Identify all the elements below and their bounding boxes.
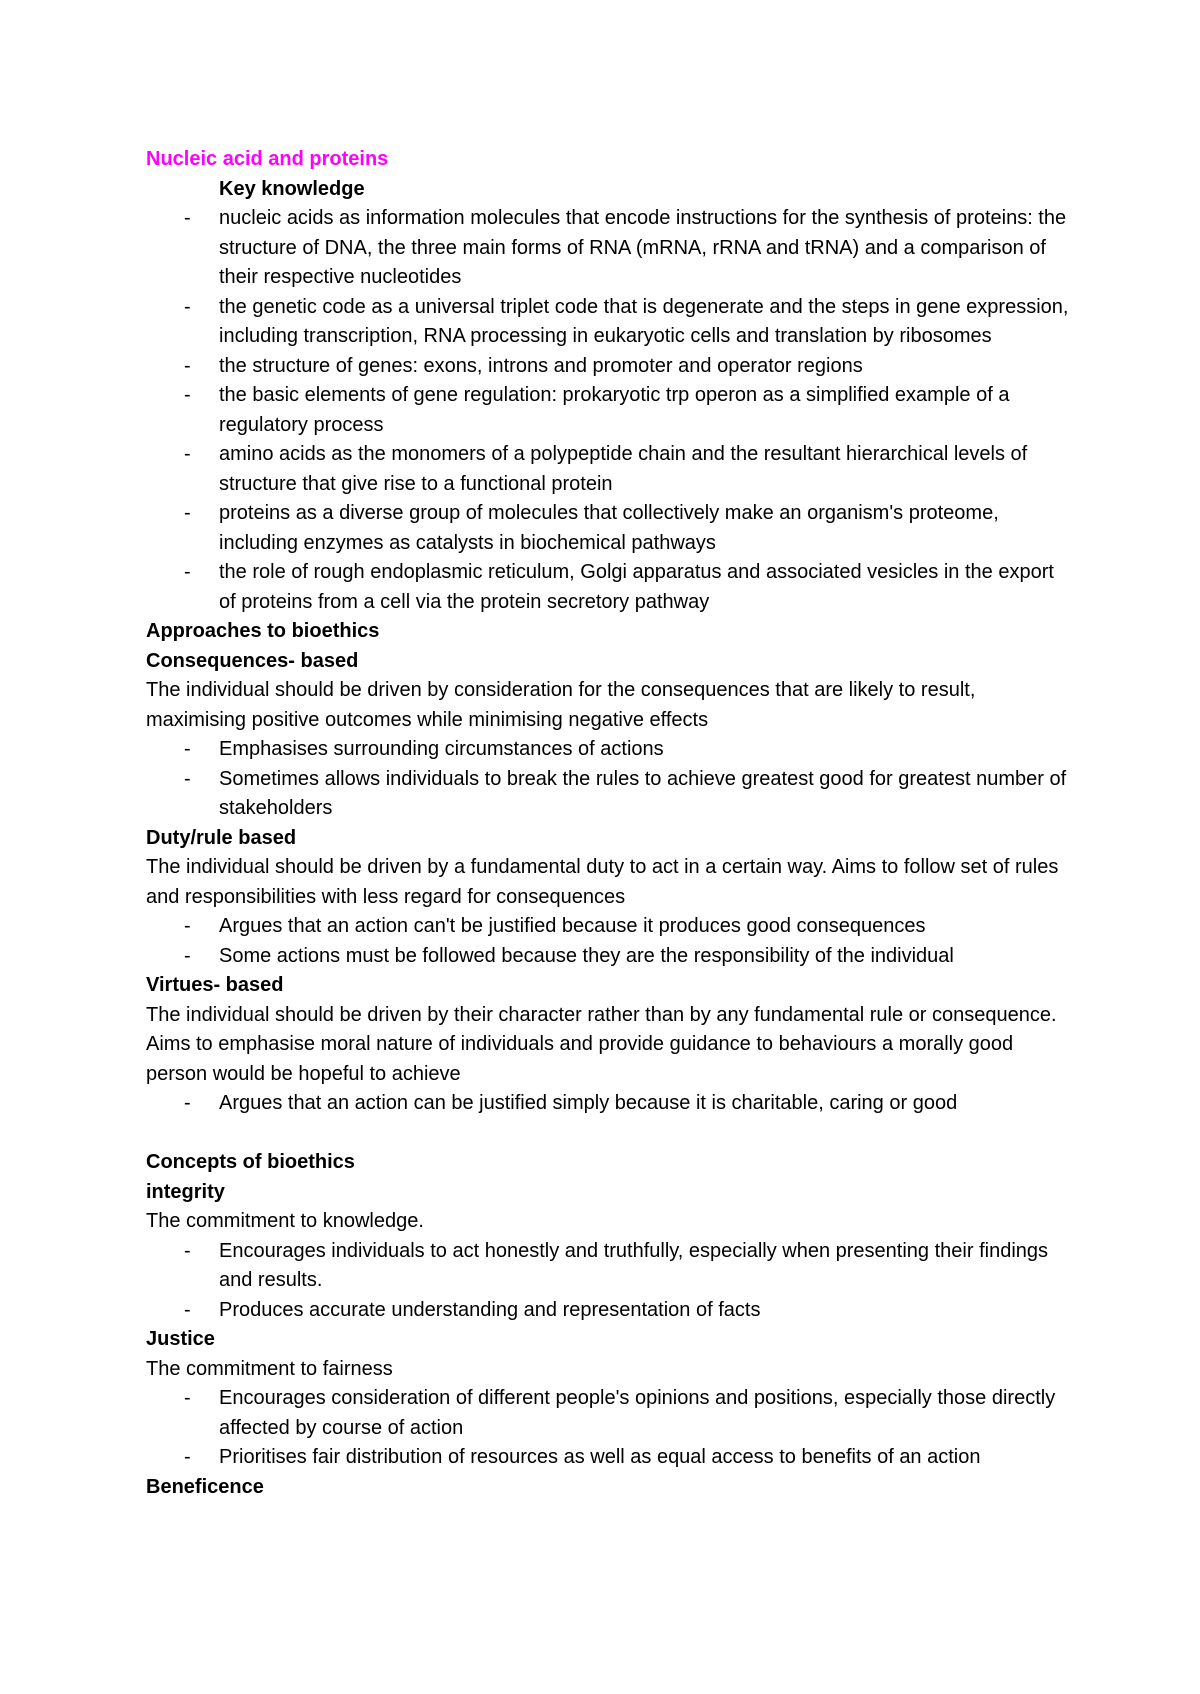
dash-bullet: - — [184, 767, 191, 790]
paragraph-duty: The individual should be driven by a fundamental duty to act in a certain way. Aims to follow set of rules and responsibilities with less regard for consequences — [146, 856, 1059, 908]
list-item-text: Argues that an action can't be justified because it produces good consequences — [219, 915, 926, 937]
blank-line — [146, 1119, 1076, 1149]
dash-bullet: - — [184, 1298, 191, 1321]
list-item-text: the structure of genes: exons, introns and promoter and operator regions — [219, 354, 863, 377]
justice-list — [146, 1384, 1076, 1473]
dash-bullet: - — [184, 443, 191, 465]
list-item — [146, 293, 1076, 352]
subheading-duty: Duty/rule based — [146, 826, 297, 849]
subheading-justice: Justice — [146, 1328, 215, 1350]
list-item — [146, 765, 1076, 824]
document-title: Nucleic acid and proteins — [146, 148, 389, 170]
list-item-text: Sometimes allows individuals to break the rules to achieve greatest good for greatest number of stakeholders — [219, 767, 1067, 819]
list-item-text: the basic elements of gene regulation: prokaryotic trp operon as a simplified example of a regulatory process — [219, 384, 1010, 436]
list-item-text: Argues that an action can be justified simply because it is charitable, caring or good — [219, 1092, 958, 1114]
dash-bullet: - — [184, 1446, 191, 1468]
list-item — [146, 1384, 1076, 1443]
dash-bullet: - — [184, 207, 191, 229]
list-item-text: nucleic acids as information molecules that encode instructions for the synthesis of proteins: the structure of DNA, the three main forms of RNA (mRNA, rRNA and tRNA) and a comparison of their respective nucleotides — [219, 207, 1067, 288]
paragraph-justice: The commitment to fairness — [146, 1357, 393, 1380]
dash-bullet: - — [184, 502, 191, 524]
section-heading-approaches: Approaches to bioethics — [146, 620, 380, 642]
dash-bullet: - — [184, 384, 191, 406]
dash-bullet: - — [184, 561, 191, 583]
subheading-virtues: Virtues- based — [146, 974, 284, 996]
key-knowledge-heading: Key knowledge — [219, 177, 365, 200]
dash-bullet: - — [184, 915, 191, 937]
dash-bullet: - — [184, 944, 191, 967]
list-item-text: Emphasises surrounding circumstances of actions — [219, 738, 664, 760]
subheading-beneficence: Beneficence — [146, 1475, 264, 1498]
list-item — [146, 440, 1076, 499]
dash-bullet: - — [184, 1239, 191, 1262]
list-item-text: Some actions must be followed because they are the responsibility of the individual — [219, 944, 954, 967]
list-item-text: Encourages individuals to act honestly and truthfully, especially when presenting their findings and results. — [219, 1239, 1049, 1291]
document-body — [146, 145, 1076, 1502]
dash-bullet: - — [184, 295, 191, 318]
subheading-consequences: Consequences- based — [146, 649, 359, 672]
list-item-text: Prioritises fair distribution of resources as well as equal access to benefits of an action — [219, 1446, 981, 1468]
list-item-text: Encourages consideration of different people's opinions and positions, especially those directly affected by course of action — [219, 1387, 1056, 1439]
list-item — [146, 1089, 1076, 1119]
virtues-list — [146, 1089, 1076, 1119]
list-item-text: the role of rough endoplasmic reticulum, Golgi apparatus and associated vesicles in the export of proteins from a cell via the protein secretory pathway — [219, 561, 1054, 613]
dash-bullet: - — [184, 1092, 191, 1114]
dash-bullet: - — [184, 1387, 191, 1409]
consequences-list — [146, 735, 1076, 824]
list-item — [146, 1237, 1076, 1296]
list-item — [146, 499, 1076, 558]
dash-bullet: - — [184, 738, 191, 760]
list-item — [146, 912, 1076, 942]
list-item-text: the genetic code as a universal triplet code that is degenerate and the steps in gene expression, including transcription, RNA processing in eukaryotic cells and translation by ribosomes — [219, 295, 1069, 347]
paragraph-consequences: The individual should be driven by consideration for the consequences that are likely to result, maximising positive outcomes while minimising negative effects — [146, 679, 976, 731]
section-heading-concepts: Concepts of bioethics — [146, 1151, 355, 1173]
list-item-text: proteins as a diverse group of molecules that collectively make an organism's proteome, including enzymes as catalysts in biochemical pathways — [219, 502, 999, 554]
subheading-integrity: integrity — [146, 1180, 225, 1203]
list-item — [146, 204, 1076, 293]
list-item — [146, 558, 1076, 617]
dash-bullet: - — [184, 354, 191, 377]
paragraph-integrity: The commitment to knowledge. — [146, 1210, 424, 1232]
duty-list — [146, 912, 1076, 971]
paragraph-virtues: The individual should be driven by their character rather than by any fundamental rule or consequence. Aims to emphasise moral nature of individuals and provide guidance to behaviours a morally good person would be hopeful to achieve — [146, 1003, 1057, 1085]
key-knowledge-list — [146, 204, 1076, 617]
list-item-text: Produces accurate understanding and representation of facts — [219, 1298, 761, 1321]
list-item — [146, 1296, 1076, 1326]
list-item — [146, 1443, 1076, 1473]
integrity-list — [146, 1237, 1076, 1326]
list-item-text: amino acids as the monomers of a polypeptide chain and the resultant hierarchical levels of structure that give rise to a functional protein — [219, 443, 1028, 495]
list-item — [146, 942, 1076, 972]
list-item — [146, 352, 1076, 382]
list-item — [146, 735, 1076, 765]
list-item — [146, 381, 1076, 440]
